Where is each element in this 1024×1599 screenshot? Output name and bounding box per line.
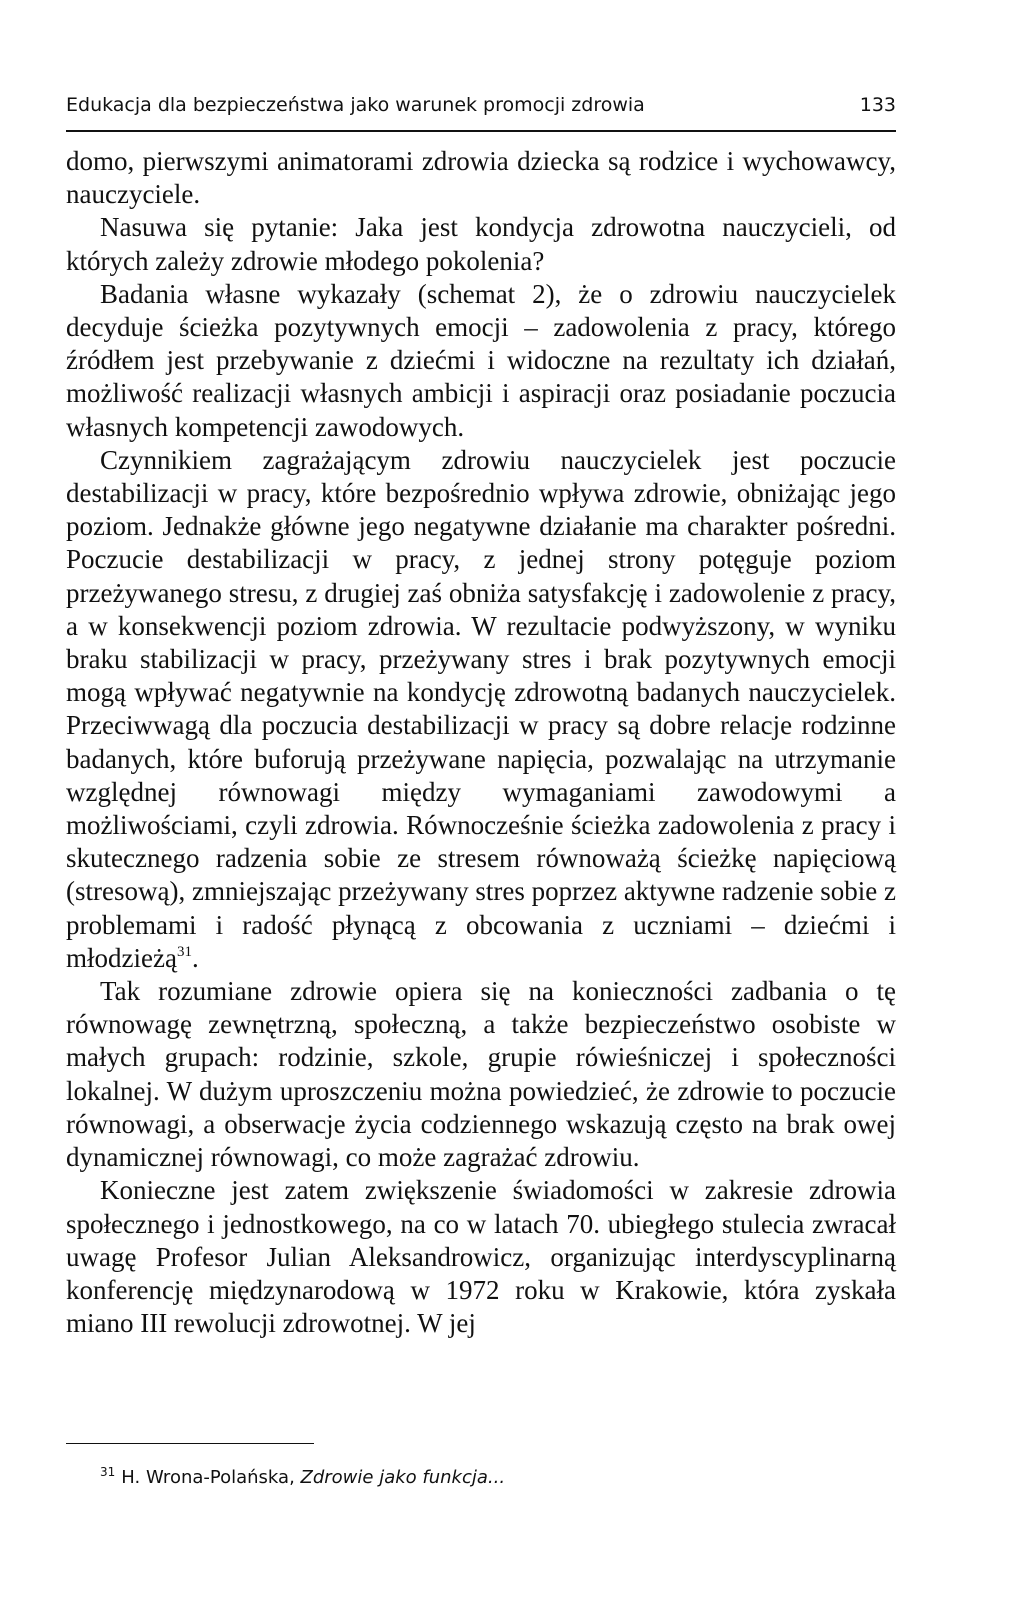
paragraph-5: Tak rozumiane zdrowie opiera się na konieczności zadbania o tę równowagę zewnętrzną, społeczną, a także bezpieczeństwo osobiste w małych grupach: rodzinie, szkole, grupie rówieśniczej i społeczności lokalnej. W dużym uproszczeniu można powiedzieć, że zdrowie to poczucie równowagi, a obserwacje życia codziennego wskazują często na brak owej dynamicznej równowagi, co może zagrażać zdrowiu. (66, 976, 896, 1173)
book-page (66, 0, 896, 1599)
page-number: 133 (859, 94, 896, 116)
paragraph-4-end: . (191, 942, 199, 973)
running-header (66, 94, 896, 116)
paragraph-6: Konieczne jest zatem zwiększenie świadomości w zakresie zdrowia społecznego i jednostkowego, na co w latach 70. ubiegłego stulecia zwracał uwagę Profesor Julian Aleksandrowicz, organizując interdyscyplinarną konferencję międzynarodową w 1972 roku w Krakowie, która zyskała miano III rewolucji zdrowotnej. W jej (66, 1175, 896, 1339)
paragraph-4-text: Czynnikiem zagrażającym zdrowiu nauczycielek jest poczucie destabilizacji w pracy, które bezpośrednio wpływa zdrowie, obniżając jego poziom. Jednakże główne jego negatywne działanie ma charakter pośredni. Poczucie destabilizacji w pracy, z jednej strony potęguje poziom przeżywanego stresu, z drugiej zaś obniża satysfakcję i zadowolenie z pracy, a w konsekwencji poziom zdrowia. W rezultacie podwyższony, w wyniku braku stabilizacji w pracy, przeżywany stres i brak pozytywnych emocji mogą wpływać negatywnie na kondycję zdrowotną badanych nauczycielek. Przeciwwagą dla poczucia destabilizacji w pracy są dobre relacje rodzinne badanych, które buforują przeżywane napięcia, pozwalając na utrzymanie względnej równowagi między wymaganiami zawodowymi a możliwościami, czyli zdrowia. Równocześnie ścieżka zadowolenia z pracy i skutecznego radzenia sobie ze stresem równoważą ścieżkę napięciową (stresową), zmniejszając przeżywany stres poprzez aktywne radzenie sobie z problemami i radość płynącą z obcowania z uczniami – dziećmi i młodzieżą (66, 444, 896, 973)
footnote-reference: 31 (176, 943, 192, 960)
footnote-number: 31 (100, 1464, 116, 1479)
footnote-author: H. Wrona-Polańska, (121, 1467, 301, 1488)
header-rule (66, 130, 896, 132)
paragraph-4 (66, 444, 896, 975)
paragraph-3: Badania własne wykazały (schemat 2), że o zdrowiu nauczycielek decyduje ścieżka pozytywnych emocji – zadowolenia z pracy, którego źródłem jest przebywanie z dziećmi i widoczne na rezultaty ich działań, możliwość realizacji własnych ambicji i aspiracji oraz posiadanie poczucia własnych kompetencji zawodowych. (66, 278, 896, 442)
footnote-title: Zdrowie jako funkcja... (300, 1467, 506, 1488)
footnote (100, 1464, 506, 1489)
paragraph-2: Nasuwa się pytanie: Jaka jest kondycja zdrowotna nauczycieli, od których zależy zdrowie młodego pokolenia? (66, 212, 896, 276)
paragraph-1: domo, pierwszymi animatorami zdrowia dziecka są rodzice i wychowawcy, nauczyciele. (66, 146, 896, 210)
footnote-rule (66, 1443, 314, 1444)
running-header-title: Edukacja dla bezpieczeństwa jako warunek promocji zdrowia (66, 94, 645, 116)
body-text (66, 145, 896, 1340)
